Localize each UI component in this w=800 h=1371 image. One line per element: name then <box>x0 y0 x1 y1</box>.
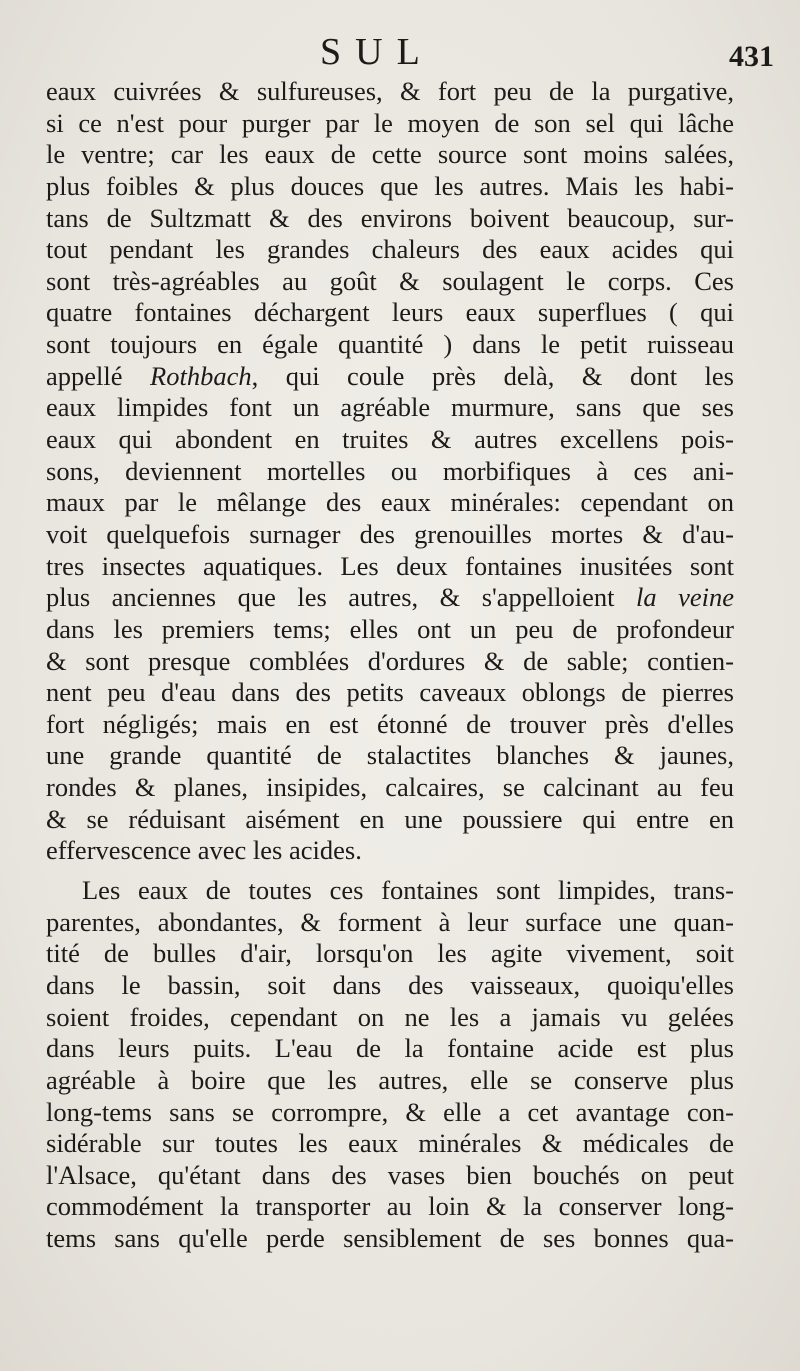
text-line: fort négligés; mais en est étonné de trouver près d'elles <box>46 708 734 739</box>
text-line: sidérable sur toutes les eaux minérales & médicales de <box>46 1128 734 1159</box>
text-line: plus foibles & plus douces que les autres. Mais les habi- <box>46 170 734 201</box>
text-line: commodément la transporter au loin & la conserver long- <box>46 1191 734 1222</box>
text-segment: plus anciennes que les autres, & s'appelloient <box>46 582 637 613</box>
text-line <box>46 582 734 614</box>
text-line: l'Alsace, qu'étant dans des vases bien bouchés on peut <box>46 1159 734 1190</box>
text-segment: , qui coule près delà, & dont les <box>251 360 734 391</box>
text-line: parentes, abondantes, & forment à leur surface une quan- <box>46 906 734 937</box>
paragraph-1 <box>46 76 734 867</box>
text-line: sons, deviennent mortelles ou morbifiques à ces ani- <box>46 455 734 486</box>
text-line <box>46 361 734 393</box>
text-line: & se réduisant aisément en une poussiere qui entre en <box>46 803 734 834</box>
text-line: effervescence avec les acides. <box>46 835 362 866</box>
text-line: dans leurs puits. L'eau de la fontaine acide est plus <box>46 1033 734 1064</box>
text-line: eaux cuivrées & sulfureuses, & fort peu de la purgative, <box>46 76 734 106</box>
text-line: sont toujours en égale quantité ) dans le petit ruisseau <box>46 329 734 360</box>
text-line: dans le bassin, soit dans des vaisseaux, quoiqu'elles <box>46 969 734 1000</box>
text-line: quatre fontaines déchargent leurs eaux superflues ( qui <box>46 297 734 328</box>
italic-term: Rothbach <box>150 360 252 391</box>
text-line: & sont presque comblées d'ordures & de sable; contien- <box>46 645 734 676</box>
text-line: tans de Sultzmatt & des environs boivent beaucoup, sur- <box>46 202 734 233</box>
text-segment: appellé <box>46 360 151 391</box>
text-line: dans les premiers tems; elles ont un peu de profondeur <box>46 613 734 644</box>
text-line: le ventre; car les eaux de cette source sont moins salées, <box>46 139 734 170</box>
text-line: soient froides, cependant on ne les a jamais vu gelées <box>46 1001 734 1032</box>
text-line: agréable à boire que les autres, elle se conserve plus <box>46 1064 734 1095</box>
running-title: SUL <box>320 31 434 73</box>
text-line: si ce n'est pour purger par le moyen de son sel qui lâche <box>46 107 734 138</box>
text-line: long-tems sans se corrompre, & elle a cet avantage con- <box>46 1096 734 1127</box>
text-line: voit quelquefois surnager des grenouilles mortes & d'au- <box>46 518 734 549</box>
text-line: tité de bulles d'air, lorsqu'on les agite vivement, soit <box>46 938 734 969</box>
text-line: nent peu d'eau dans des petits caveaux oblongs de pierres <box>46 677 734 708</box>
text-line: tems sans qu'elle perde sensiblement de ses bonnes qua- <box>46 1223 734 1254</box>
body-text <box>46 76 734 1255</box>
paragraph-2 <box>46 875 734 1255</box>
text-line: tout pendant les grandes chaleurs des eaux acides qui <box>46 234 734 265</box>
text-line: une grande quantité de stalactites blanches & jaunes, <box>46 740 734 771</box>
text-line: tres insectes aquatiques. Les deux fontaines inusitées sont <box>46 550 734 581</box>
text-line: Les eaux de toutes ces fontaines sont limpides, trans- <box>82 875 734 906</box>
running-head <box>0 28 800 78</box>
text-line: eaux limpides font un agréable murmure, sans que ses <box>46 392 734 423</box>
text-line: eaux qui abondent en truites & autres excellens pois- <box>46 424 734 455</box>
text-line: sont très-agréables au goût & soulagent le corps. Ces <box>46 265 734 296</box>
text-line: rondes & planes, insipides, calcaires, se calcinant au feu <box>46 772 734 803</box>
page-number: 431 <box>729 40 774 73</box>
italic-term: la veine <box>636 582 735 613</box>
text-line: maux par le mêlange des eaux minérales: cependant on <box>46 487 734 518</box>
